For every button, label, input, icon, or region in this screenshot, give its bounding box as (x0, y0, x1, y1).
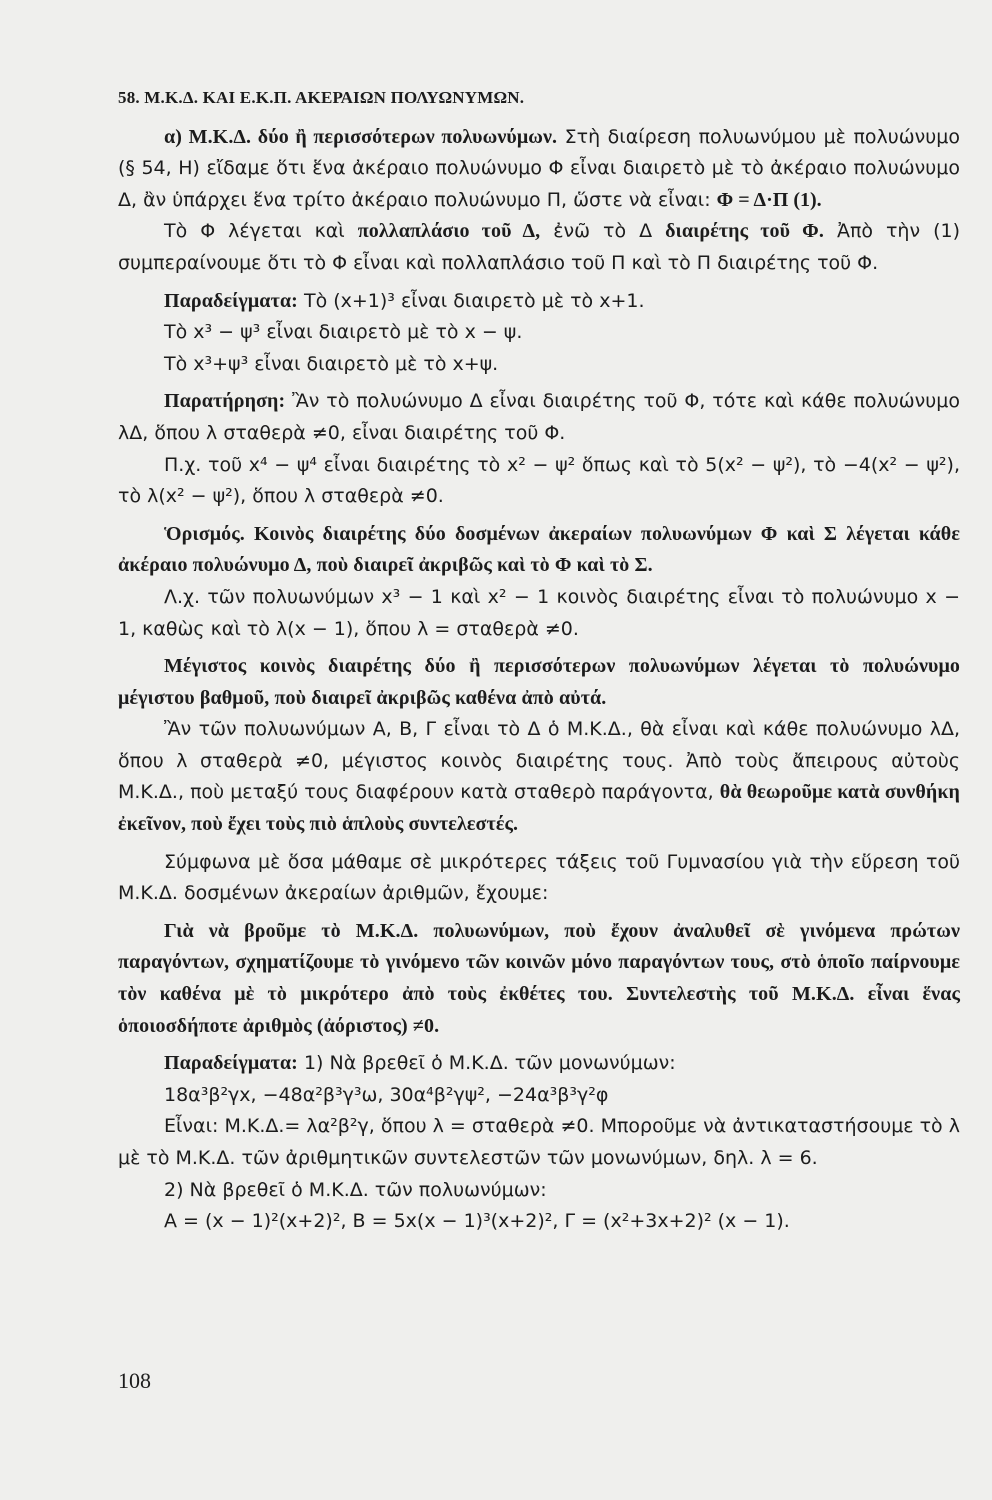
paragraph-intro: α) Μ.Κ.Δ. δύο ἢ περισσότερων πολυωνύμων. Στὴ διαίρεση πολυωνύμου μὲ πολυώνυμο (§ 54, Η) εἴδαμε ὅτι ἕνα ἀκέραιο πολυώνυμο Φ εἶναι διαιρετὸ μὲ τὸ ἀκέραιο πολυώνυμο Δ, ἂν ὑπάρχει ἕνα τρίτο ἀκέραιο πολυώνυμο Π, ὥστε νὰ εἶναι: Φ = Δ·Π (1). (118, 125, 960, 211)
examples-label: Παραδείγματα: (164, 1052, 298, 1075)
monomials-list: 18α³β²γx, −48α²β³γ³ω, 30α⁴β²γψ², −24α³β³γ²φ (164, 1083, 609, 1106)
page-body (118, 82, 960, 1238)
examples-label: Παραδείγματα: (164, 289, 298, 312)
gcd-paragraph: Ἂν τῶν πολυωνύμων Α, Β, Γ εἶναι τὸ Δ ὁ Μ.Κ.Δ., θὰ εἶναι καὶ κάθε πολυώνυμο λΔ, ὅπου λ σταθερὰ ≠0, μέγιστος κοινὸς διαιρέτης τους. Ἀπὸ τοὺς ἄπειρους αὐτοὺς Μ.Κ.Δ., ποὺ μεταξύ τους διαφέρουν κατὰ σταθερὸ παράγοντα, θὰ θεωροῦμε κατὰ συνθήκη ἐκεῖνον, ποὺ ἔχει τοὺς πιὸ ἁπλοὺς συντελεστές. (118, 718, 960, 836)
formula: Φ = Δ·Π (716, 188, 789, 211)
gcd-rule: Γιὰ νὰ βροῦμε τὸ Μ.Κ.Δ. πολυωνύμων, ποὺ ἔχουν ἀναλυθεῖ σὲ γινόμενα πρώτων παραγόντων, σχηματίζουμε τὸ γινόμενο τῶν κοινῶν μόνο παραγόντων τους, στὸ ὁποῖο παίρνουμε τὸν καθένα μὲ τὸ μικρότερο ἀπὸ τοὺς ἐκθέτες του. Συντελεστὴς τοῦ Μ.Κ.Δ. εἶναι ἕνας ὁποιοσδήποτε ἀριθμὸς (ἀόριστος) ≠0. (118, 919, 960, 1037)
definition-example: Λ.χ. τῶν πολυωνύμων x³ − 1 καὶ x² − 1 κοινὸς διαιρέτης εἶναι τὸ πολυώνυμο x − 1, καθὼς καὶ τὸ λ(x − 1), ὅπου λ = σταθερὰ ≠0. (118, 585, 960, 640)
definition-gcd: Μέγιστος κοινὸς διαιρέτης δύο ἢ περισσότερων πολυωνύμων λέγεται τὸ πολυώνυμο μέγιστου βαθμοῦ, ποὺ διαιρεῖ ἀκριβῶς καθένα ἀπὸ αὐτά. (118, 655, 960, 709)
section-heading: 58. Μ.Κ.Δ. ΚΑΙ Ε.Κ.Π. ΑΚΕΡΑΙΩΝ ΠΟΛΥΩΝΥΜΩΝ. (118, 88, 525, 107)
remark-example: Π.χ. τοῦ x⁴ − ψ⁴ εἶναι διαιρέτης τὸ x² − ψ² ὅπως καὶ τὸ 5(x² − ψ²), τὸ −4(x² − ψ²), τὸ λ(x² − ψ²), ὅπου λ σταθερὰ ≠0. (118, 453, 960, 508)
paragraph-similar: Σύμφωνα μὲ ὅσα μάθαμε σὲ μικρότερες τάξεις τοῦ Γυμνασίου γιὰ τὴν εὕρεση τοῦ Μ.Κ.Δ. δοσμένων ἀκεραίων ἀριθμῶν, ἔχουμε: (118, 850, 960, 905)
definition-common-divisor: Ὁρισμός. Κοινὸς διαιρέτης δύο δοσμένων ἀκεραίων πολυωνύμων Φ καὶ Σ λέγεται κάθε ἀκέραιο πολυώνυμο Δ, ποὺ διαιρεῖ ἀκριβῶς καὶ τὸ Φ καὶ τὸ Σ. (118, 522, 960, 577)
paragraph-multiple: Τὸ Φ λέγεται καὶ πολλαπλάσιο τοῦ Δ, ἐνῶ τὸ Δ διαιρέτης τοῦ Φ. Ἀπὸ τὴν (1) συμπεραίνουμε ὅτι τὸ Φ εἶναι καὶ πολλαπλάσιο τοῦ Π καὶ τὸ Π διαιρέτης τοῦ Φ. (118, 220, 960, 274)
remark: Παρατήρηση: Ἂν τὸ πολυώνυμο Δ εἶναι διαιρέτης τοῦ Φ, τότε καὶ κάθε πολυώνυμο λΔ, ὅπου λ σταθερὰ ≠0, εἶναι διαιρέτης τοῦ Φ. (118, 390, 960, 444)
page-number: 108 (118, 1368, 151, 1393)
polynomials-list: Α = (x − 1)²(x+2)², Β = 5x(x − 1)³(x+2)², Γ = (x²+3x+2)² (x − 1). (164, 1210, 790, 1233)
example-line: Τὸ x³ − ψ³ εἶναι διαιρετὸ μὲ τὸ x − ψ. (164, 321, 523, 344)
remark-label: Παρατήρηση: (164, 390, 286, 413)
examples-1: Παραδείγματα: Τὸ (x+1)³ εἶναι διαιρετὸ μὲ τὸ x+1. (164, 289, 645, 312)
example-answer: Εἶναι: Μ.Κ.Δ.= λα²β²γ, ὅπου λ = σταθερὰ ≠0. Μποροῦμε νὰ ἀντικαταστήσουμε τὸ λ μὲ τὸ Μ.Κ.Δ. τῶν ἀριθμητικῶν συντελεστῶν τῶν μονωνύμων, δηλ. λ = 6. (118, 1115, 960, 1169)
example-2-title: 2) Νὰ βρεθεῖ ὁ Μ.Κ.Δ. τῶν πολυωνύμων: (164, 1178, 547, 1201)
subsection-title: α) Μ.Κ.Δ. δύο ἢ περισσότερων πολυωνύμων. (164, 125, 558, 148)
example-line: Τὸ x³+ψ³ εἶναι διαιρετὸ μὲ τὸ x+ψ. (164, 352, 499, 375)
examples-2: Παραδείγματα: 1) Νὰ βρεθεῖ ὁ Μ.Κ.Δ. τῶν μονωνύμων: (164, 1052, 676, 1075)
